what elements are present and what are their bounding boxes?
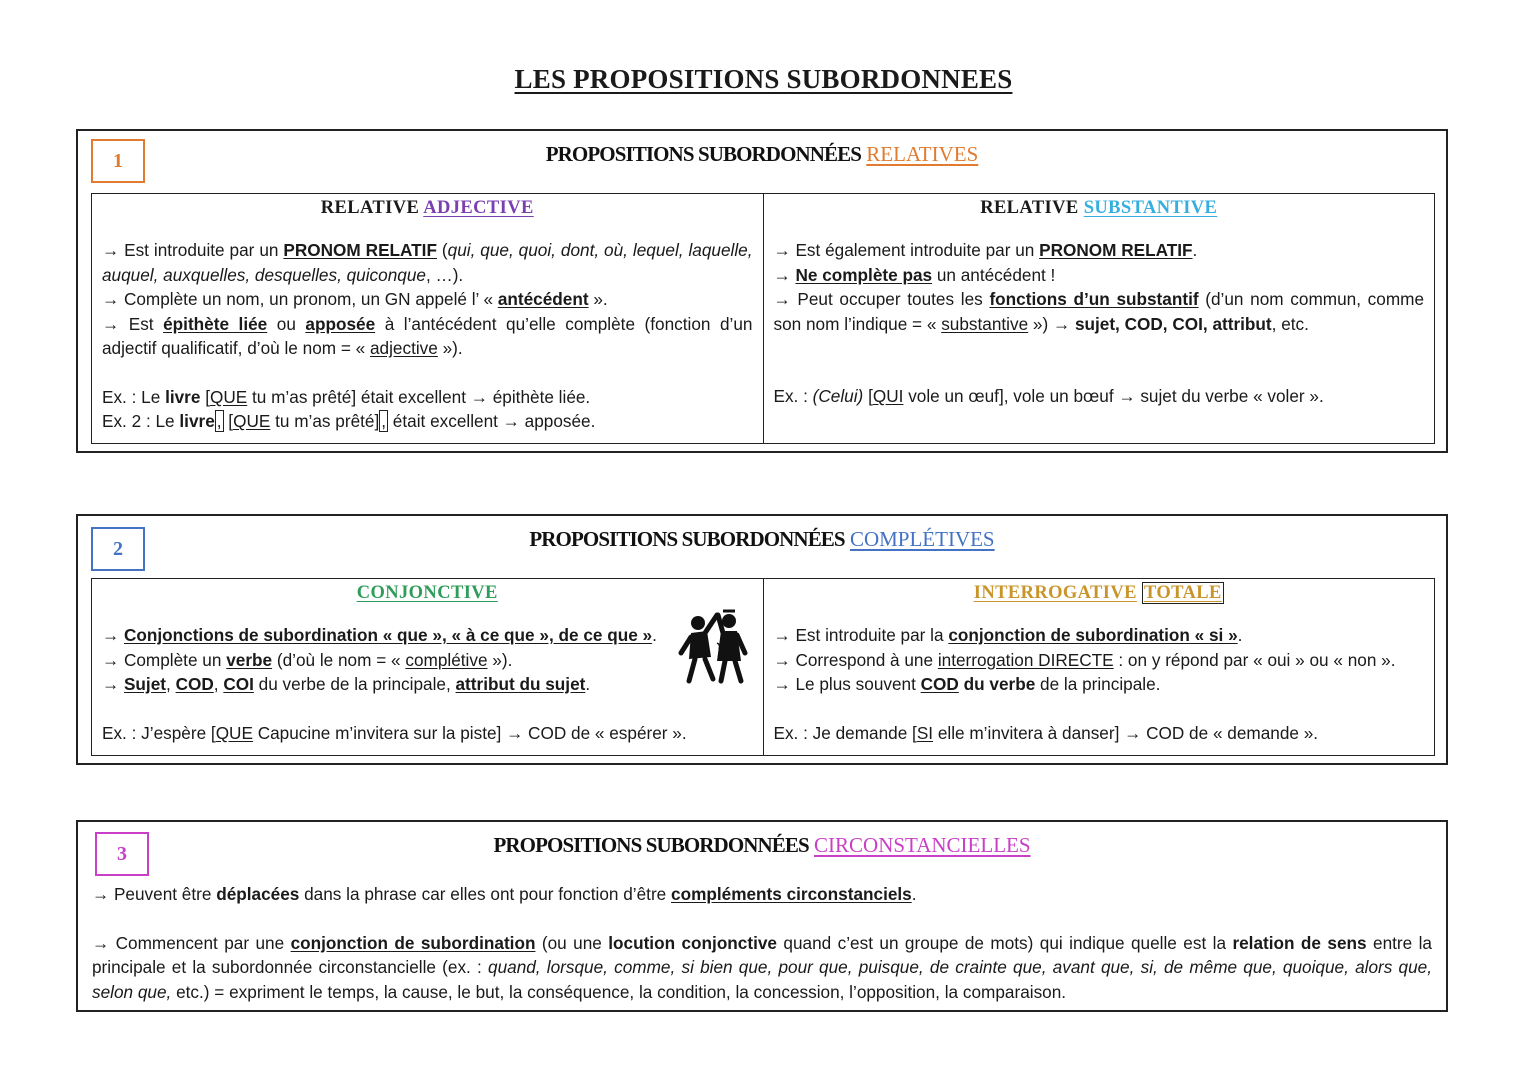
text: → Le plus souvent bbox=[773, 674, 921, 694]
text: entre la principale et la subordonnée circonstancielle (ex. : bbox=[92, 932, 1432, 977]
column-body bbox=[102, 238, 753, 434]
example-line bbox=[774, 384, 1425, 409]
dancing-couple-icon bbox=[677, 609, 749, 685]
section-title-prefix: PROPOSITIONS SUBORDONNÉES bbox=[493, 833, 809, 857]
text: → bbox=[102, 674, 124, 694]
rule-line bbox=[774, 623, 1425, 648]
text: , etc. bbox=[1271, 313, 1309, 334]
text: à l’antécédent qu’elle complète (fonction d’un adjectif qualificatif, d’où le nom = « bbox=[102, 313, 753, 358]
emphasis: conjonction de subordination bbox=[290, 932, 536, 953]
page-title: LES PROPOSITIONS SUBORDONNEES bbox=[514, 64, 1013, 94]
heading-prefix: RELATIVE bbox=[980, 198, 1079, 218]
section-number: 2 bbox=[113, 537, 123, 560]
text: du verbe de la principale, bbox=[253, 674, 456, 694]
completives-table bbox=[91, 578, 1435, 756]
interrogative-totale-column bbox=[763, 579, 1435, 755]
rule-line bbox=[102, 672, 753, 697]
text: »). bbox=[487, 649, 513, 670]
text: vole un œuf], vole un bœuf → sujet du verbe « voler ». bbox=[903, 386, 1324, 406]
text: → Commencent par une bbox=[92, 932, 291, 953]
section-completives bbox=[76, 514, 1448, 765]
text: tu m’as prêté] bbox=[270, 411, 380, 431]
emphasis: PRONOM RELATIF bbox=[283, 240, 437, 260]
text: [ bbox=[223, 411, 234, 431]
relative-adjective-column bbox=[92, 194, 763, 443]
underlined: QUI bbox=[872, 386, 904, 406]
section-title-keyword: COMPLÉTIVES bbox=[849, 527, 995, 551]
underlined: substantive bbox=[941, 313, 1029, 334]
italic-list: quand, lorsque, comme, si bien que, pour que, puisque, de crainte que, avant que, si, de même que, quoique, alors que, selon que, bbox=[92, 957, 1433, 1002]
column-body bbox=[774, 238, 1425, 409]
section-title-prefix: PROPOSITIONS SUBORDONNÉES bbox=[529, 527, 845, 551]
text: de la principale. bbox=[1035, 674, 1161, 694]
emphasis: COD bbox=[920, 674, 959, 694]
text: Ex. : Je demande [ bbox=[773, 722, 917, 743]
text: → bbox=[773, 264, 796, 285]
rule-line bbox=[92, 882, 1432, 907]
emphasis: antécédent bbox=[497, 289, 589, 309]
example-line bbox=[774, 721, 1425, 746]
heading-keyword: CONJONCTIVE bbox=[356, 583, 498, 603]
emphasis: PRONOM RELATIF bbox=[1039, 240, 1193, 260]
text: »). bbox=[437, 338, 463, 358]
conjonctive-column bbox=[92, 579, 763, 755]
emphasis: conjonction de subordination « si » bbox=[948, 625, 1238, 645]
emphasis: attribut du sujet bbox=[455, 674, 586, 694]
relatives-table bbox=[91, 193, 1435, 444]
column-heading bbox=[774, 583, 1425, 604]
heading-prefix: RELATIVE bbox=[320, 198, 420, 218]
text: , …). bbox=[425, 264, 464, 285]
column-body bbox=[774, 623, 1425, 745]
section-title-keyword: RELATIVES bbox=[866, 142, 979, 166]
text: (d’un nom commun, comme son nom l’indique = « bbox=[773, 289, 1425, 334]
section-title bbox=[78, 142, 1446, 167]
section-relatives bbox=[76, 129, 1448, 453]
text: . bbox=[652, 625, 657, 645]
rule-line bbox=[774, 263, 1425, 288]
section-circonstancielles bbox=[76, 820, 1448, 1012]
italic-list: qui, que, quoi, dont, où, lequel, laquelle, auquel, auxquelles, desquelles, quiconque bbox=[102, 240, 753, 285]
rule-line bbox=[774, 672, 1425, 697]
underlined: QUE bbox=[233, 411, 271, 431]
column-heading bbox=[774, 198, 1425, 219]
text: : on y répond par « oui » ou « non ». bbox=[1113, 649, 1396, 670]
emphasis: livre bbox=[165, 386, 201, 407]
emphasis: Ne complète pas bbox=[795, 264, 933, 285]
emphasis: relation de sens bbox=[1232, 932, 1367, 953]
example-line bbox=[102, 721, 753, 746]
column-body bbox=[102, 623, 753, 745]
text: , bbox=[213, 674, 224, 694]
section-title bbox=[78, 833, 1446, 858]
text: elle m’invitera à danser] → COD de « demande ». bbox=[933, 722, 1319, 743]
text: → bbox=[102, 625, 124, 645]
emphasis: sujet, COD, COI, attribut bbox=[1074, 313, 1272, 334]
example-line bbox=[102, 385, 753, 410]
text: Capucine m’invitera sur la piste] → COD de « espérer ». bbox=[252, 722, 687, 743]
text: → Est également introduite par un bbox=[773, 240, 1040, 260]
section-body bbox=[92, 882, 1432, 1004]
heading-keyword: SUBSTANTIVE bbox=[1083, 198, 1218, 218]
text: → Peuvent être bbox=[92, 884, 217, 904]
section-title-keyword: CIRCONSTANCIELLES bbox=[814, 833, 1031, 857]
heading-keyword-boxed: TOTALE bbox=[1143, 583, 1222, 603]
underlined: QUE bbox=[215, 722, 253, 743]
rule-line bbox=[102, 287, 753, 312]
text: ( bbox=[436, 240, 448, 260]
emphasis: verbe bbox=[226, 649, 273, 670]
text: . bbox=[585, 674, 591, 694]
text: Ex. : Le bbox=[102, 386, 166, 407]
underlined: complétive bbox=[405, 649, 488, 670]
rule-line bbox=[102, 623, 753, 648]
italic: (Celui) bbox=[812, 386, 864, 406]
text: ». bbox=[588, 289, 608, 309]
section-number: 3 bbox=[117, 842, 127, 865]
rule-paragraph bbox=[92, 931, 1432, 1005]
text: → Est introduite par la bbox=[773, 625, 949, 645]
emphasis: Conjonctions de subordination « que », « à ce que », de ce que » bbox=[123, 625, 653, 645]
emphasis: livre bbox=[179, 411, 215, 431]
text: → Peut occuper toutes les bbox=[773, 289, 990, 309]
text: Ex. 2 : Le bbox=[102, 411, 180, 431]
example-line bbox=[102, 409, 753, 434]
underlined: SI bbox=[916, 722, 934, 743]
rule-line bbox=[774, 287, 1425, 336]
text: . bbox=[1192, 240, 1198, 260]
text: ou bbox=[267, 313, 306, 334]
text: ») → bbox=[1028, 313, 1075, 334]
rule-line bbox=[774, 648, 1425, 673]
section-title bbox=[78, 527, 1446, 552]
text: quand c’est un groupe de mots) qui indique quelle est la bbox=[777, 932, 1233, 953]
rule-line bbox=[102, 238, 753, 287]
boxed-comma: , bbox=[216, 411, 222, 431]
text: → Est introduite par un bbox=[102, 240, 284, 260]
heading-keyword: ADJECTIVE bbox=[423, 198, 534, 218]
emphasis: compléments circonstanciels bbox=[671, 884, 912, 904]
text: un antécédent ! bbox=[932, 264, 1056, 285]
emphasis: du verbe bbox=[963, 674, 1036, 694]
text: était excellent → apposée. bbox=[388, 411, 596, 431]
text: , bbox=[166, 674, 176, 694]
rule-line bbox=[774, 238, 1425, 263]
text: [ bbox=[200, 386, 210, 407]
column-heading bbox=[102, 583, 753, 604]
emphasis: fonctions d’un substantif bbox=[989, 289, 1199, 309]
text: → Complète un nom, un pronom, un GN appelé l’ « bbox=[102, 289, 498, 309]
text: . bbox=[1237, 625, 1243, 645]
emphasis: Sujet bbox=[123, 674, 166, 694]
text: Ex. : J’espère [ bbox=[102, 722, 216, 743]
section-title-prefix: PROPOSITIONS SUBORDONNÉES bbox=[545, 142, 862, 166]
text: → Complète un bbox=[102, 649, 227, 670]
emphasis: déplacées bbox=[216, 884, 300, 904]
text: tu m’as prêté] était excellent → épithète liée. bbox=[247, 386, 591, 407]
emphasis: apposée bbox=[305, 313, 376, 334]
boxed-comma: , bbox=[381, 411, 387, 431]
relative-substantive-column bbox=[763, 194, 1435, 443]
text: → Correspond à une bbox=[773, 649, 938, 670]
emphasis: COD bbox=[175, 674, 214, 694]
text: → Est bbox=[102, 313, 164, 334]
underlined: QUE bbox=[209, 386, 248, 407]
emphasis: locution conjonctive bbox=[608, 932, 777, 953]
text: dans la phrase car elles ont pour fonction d’être bbox=[299, 884, 672, 904]
text: (ou une bbox=[535, 932, 609, 953]
emphasis: COI bbox=[223, 674, 254, 694]
text: (d’où le nom = « bbox=[272, 649, 406, 670]
text: Ex. : bbox=[773, 386, 813, 406]
rule-line bbox=[102, 648, 753, 673]
rule-line bbox=[102, 312, 753, 361]
text: . bbox=[911, 884, 917, 904]
section-number: 1 bbox=[113, 149, 123, 172]
heading-keyword: INTERROGATIVE bbox=[973, 583, 1137, 603]
emphasis: épithète liée bbox=[163, 313, 268, 334]
column-heading bbox=[102, 198, 753, 219]
text: etc.) = expriment le temps, la cause, le but, la conséquence, la condition, la concession, l’opposition, la comparaison. bbox=[171, 981, 1067, 1002]
underlined: interrogation DIRECTE bbox=[937, 649, 1114, 670]
underlined: adjective bbox=[370, 338, 438, 358]
text: [ bbox=[863, 386, 873, 406]
